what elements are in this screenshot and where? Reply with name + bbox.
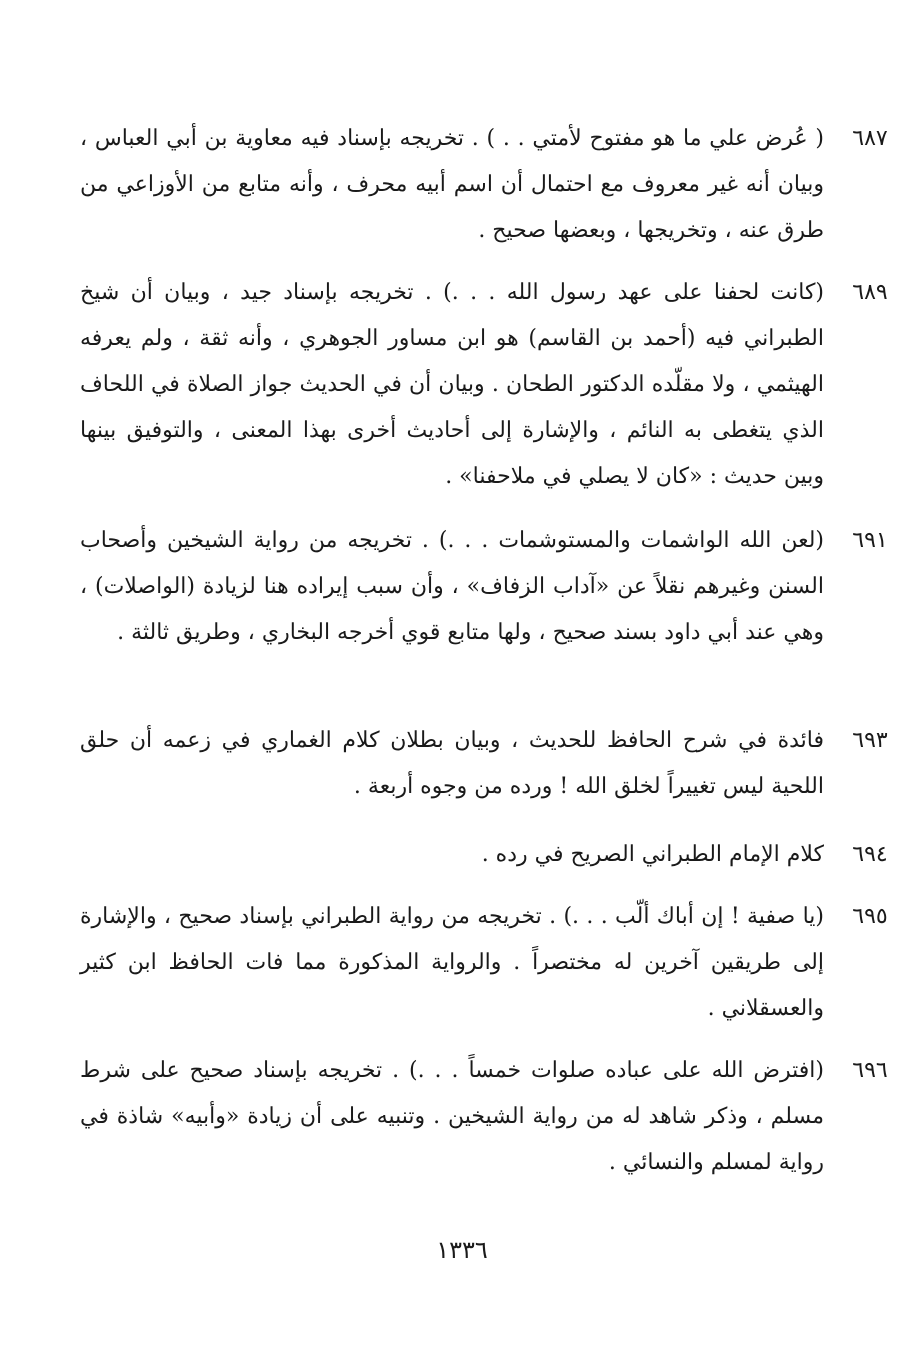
- entry-number: ٦٩٣: [852, 728, 888, 753]
- entry-text: فائدة في شرح الحافظ للحديث ، وبيان بطلان كلام الغماري في زعمه أن حلق اللحية ليس تغييراً لخلق الله ! ورده من وجوه أربعة .: [80, 728, 824, 799]
- entry-text: (كانت لحفنا على عهد رسول الله . . .) . تخريجه بإسناد جيد ، وبيان أن شيخ الطبراني فيه (أحمد بن القاسم) هو ابن مساور الجوهري ، وأنه ثقة ، ولم يعرفه الهيثمي ، ولا مقلّده الدكتور الطحان . وبيان أن في الحديث جواز الصلاة في اللحاف الذي يتغطى به النائم ، والإشارة إلى أحاديث أخرى بهذا المعنى ، والتوفيق بينها وبين حديث : «كان لا يصلي في ملاحفنا» .: [80, 280, 824, 489]
- entry-text: (افترض الله على عباده صلوات خمساً . . .) . تخريجه بإسناد صحيح على شرط مسلم ، وذكر شاهد له من رواية الشيخين . وتنبيه على أن زيادة «وأبيه» شاذة في رواية لمسلم والنسائي .: [80, 1058, 824, 1175]
- index-entry: [80, 1048, 888, 1186]
- index-entry: [80, 518, 888, 656]
- page-number: ١٣٣٦: [436, 1236, 488, 1264]
- entry-number: ٦٩٤: [852, 842, 888, 867]
- entry-number: ٦٩٥: [852, 904, 888, 929]
- index-entry: [80, 718, 888, 810]
- index-entry: [80, 832, 888, 878]
- index-entry: [80, 270, 888, 500]
- entry-text: كلام الإمام الطبراني الصريح في رده .: [481, 842, 824, 867]
- entry-text: (لعن الله الواشمات والمستوشمات . . .) . تخريجه من رواية الشيخين وأصحاب السنن وغيرهم نقلاً عن «آداب الزفاف» ، وأن سبب إيراده هنا لزيادة (الواصلات) ، وهي عند أبي داود بسند صحيح ، ولها متابع قوي أخرجه البخاري ، وطريق ثالثة .: [80, 528, 824, 645]
- entry-number: ٦٨٩: [852, 280, 888, 305]
- entry-number: ٦٨٧: [852, 126, 888, 151]
- index-entry: [80, 116, 888, 254]
- entry-text: ( عُرض علي ما هو مفتوح لأمتي . . ) . تخريجه بإسناد فيه معاوية بن أبي العباس ، وبيان أنه غير معروف مع احتمال أن اسم أبيه محرف ، وأنه متابع من الأوزاعي من طرق عنه ، وتخريجها ، وبعضها صحيح .: [80, 126, 824, 243]
- index-entry: [80, 894, 888, 1032]
- entry-number: ٦٩١: [852, 528, 888, 553]
- entry-text: (يا صفية ! إن أباك ألّب . . .) . تخريجه من رواية الطبراني بإسناد صحيح ، والإشارة إلى طريقين آخرين له مختصراً . والرواية المذكورة مما فات الحافظ ابن كثير والعسقلاني .: [80, 904, 824, 1021]
- entry-number: ٦٩٦: [852, 1058, 888, 1083]
